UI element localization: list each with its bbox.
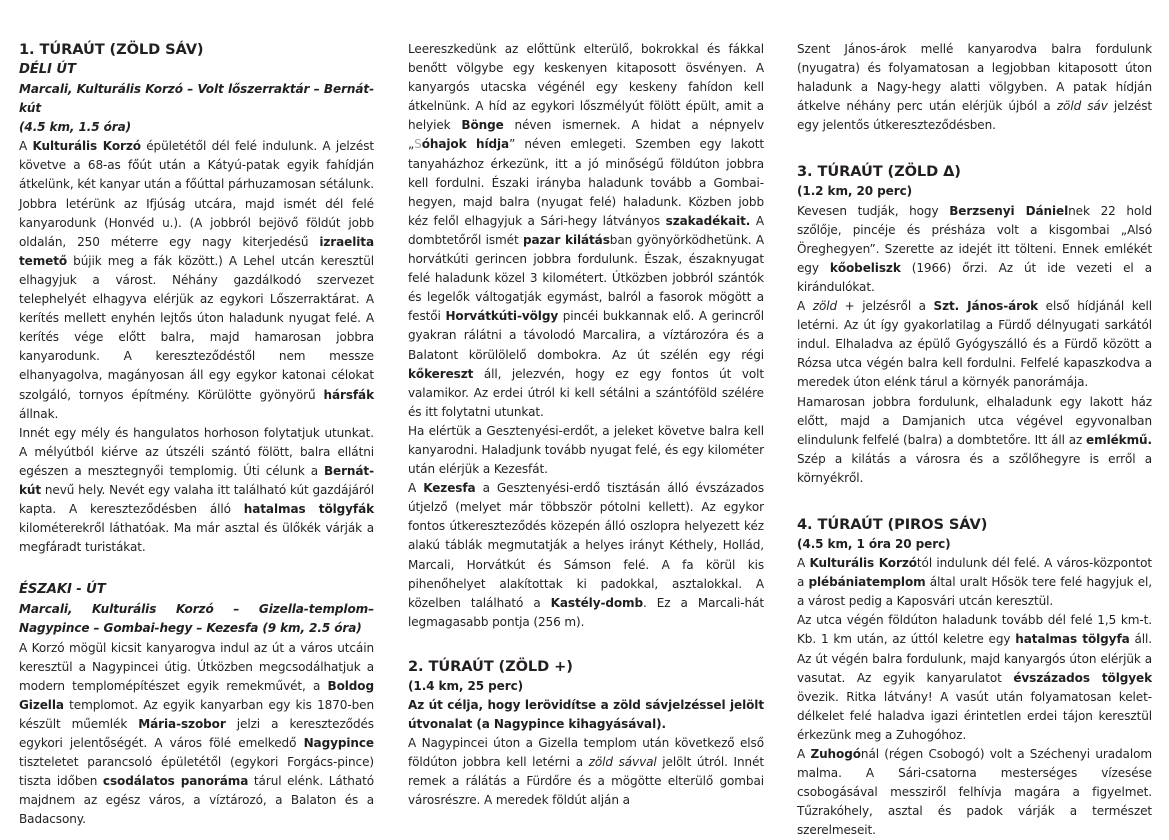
highlight-term: Kulturális Korzó — [809, 556, 917, 571]
highlight-term: hatalmas tölgyfák — [243, 502, 375, 517]
route-3-title: 3. TÚRAÚT (ZÖLD Δ) — [797, 163, 961, 181]
route-2-lead: Az út célja, hogy lerövidítse a zöld sávjelzéssel jelölt útvonalat (a Nagypince kihagyásával). — [408, 698, 764, 732]
highlight-term: Kastély-domb — [550, 595, 644, 610]
route-3-duration: (1.2 km, 20 perc) — [797, 184, 913, 199]
column-3 — [797, 40, 1152, 840]
route-1-title: 1. TÚRAÚT (ZÖLD SÁV) — [19, 41, 204, 58]
highlight-term: szakadékait. — [665, 213, 751, 228]
south-route-duration: (4.5 km, 1.5 óra) — [19, 120, 132, 135]
faded-letter: S — [414, 137, 422, 152]
highlight-term: Zuhogó — [810, 747, 861, 761]
highlight-term: plébániatemplom — [808, 575, 926, 590]
route-2-duration: (1.4 km, 25 perc) — [408, 678, 524, 693]
highlight-term: Mária-szobor — [138, 716, 226, 731]
marker-name: zöld + — [812, 299, 855, 314]
route-3-paragraph-2: A zöld + jelzésről a Szt. János-árok első hídjánál kell letérni. Az út így gyakorlatilag a Fürdő délnyugati sarkától indul. Elhaladva az épülő Gyógyszálló és a Fürdő között a Rózsa utca végén balra kell fordulni. Felfelé kapaszkodva a meredek úton elénk tárul a környék panorámája. — [797, 299, 1153, 390]
highlight-term: izraelita temető — [19, 234, 374, 268]
highlight-term: Kezesfa — [423, 481, 476, 496]
route-4-paragraph-2: Az utca végén földúton haladunk tovább dél felé 1,5 km-t. Kb. 1 km után, az úttól keletre egy hatalmas tölgyfa áll. Az út végén balra fordulunk, majd kanyargós úton elérjük a vasutat. Az egyik kanyarulatot évszázados tölgyek övezik. Ritka látvány! A vasút után folyamatosan kelet-délkelet felé haladva igazi érintetlen erdei tájon keresztül érkezünk meg a Zuhogóhoz. — [797, 613, 1152, 742]
route-2-continued: Szent János-árok mellé kanyarodva balra fordulunk (nyugatra) és folyamatosan a legjobban kitaposott úton haladunk a Nagy-hegy alatti völgyben. A patak hídján átkelve néhány perc után elérjük újból a zöld sáv jelzést egy jelentős útkereszteződésben. — [797, 42, 1153, 133]
highlight-term: hatalmas tölgyfa — [1015, 632, 1130, 647]
north-route-stops: Marcali, Kulturális Korzó – Gizella-templom– Nagypince – Gombai-hegy – Kezesfa (9 km, 2.5 óra) — [19, 602, 374, 636]
north-route-heading: ÉSZAKI - ÚT — [19, 582, 106, 598]
highlight-term: hársfák — [323, 387, 374, 402]
marker-name: zöld sáv — [1056, 99, 1108, 114]
column-2 — [408, 40, 764, 811]
north-route-paragraph: A Korzó mögül kicsit kanyarogva indul az út a város utcáin keresztül a Nagypincei útig. Útközben megcsodálhatjuk a modern templomépítészet egyik remekművét, a Boldog Gizella templomot. Az egyik kanyarban egy kis 1870-ben készült műemlék Mária-szobor jelzi a kereszteződés egykori jelentőségét. A város fölé emelkedő Nagypince tiszteletet parancsoló épületétől (egykori Forgács-pince) tiszta időben csodálatos panoráma tárul elénk. Látható majdnem az egész város, a víztározó, a Balaton és a Badacsony. — [19, 640, 374, 827]
north-route-continued: Leereszkedünk az előttünk elterülő, bokrokkal és fákkal benőtt völgybe egy keskenyen kitaposott ösvényen. A kanyargós utacska végénél egy keskeny fahídon kell átkelnünk. A híd az egykori lőszmélyút fölött épült, amit a helyiek Bönge néven ismernek. A hidat a népnyelv „Sóhajok hídja” néven emlegeti. Szemben egy lakott tanyaházhoz érkezünk, itt a jó minőségű földúton jobbra kell fordulni. Északi irányba haladunk tovább a Gombai-hegyen, majd balra (nyugat felé) haladunk. Közben jobb kéz felől elhagyjuk a Sári-hegy látványos szakadékait. A dombtetőről ismét pazar kilátásban gyönyörködhetünk. A horvátkúti gerincen jobbra fordulunk. Észak, északnyugat felé haladunk közel 3 kilométert. Útközben jobbról szántók és legelők váltogatják egymást, balról a fasorok mögött a festői Horvátkúti-völgy pincéi bukkannak elő. A gerincről gyakran rálátni a távolodó Marcalira, a víztározóra és a Balatont körülölelő dombokra. Az út szélén egy régi kőkereszt áll, jelezvén, hogy ez egy fontos út volt valamikor. Az erdei útról ki kell sétálni a szántóföld szélére és itt folytatni utunkat. — [408, 42, 765, 419]
route-4-duration: (4.5 km, 1 óra 20 perc) — [797, 536, 951, 551]
highlight-term: Bönge — [461, 118, 504, 133]
route-4-paragraph: A Kulturális Korzótól indulunk dél felé. A város-központot a plébániatemplom által uralt Hősök tere felé hagyjuk el, a várost pedig a Kaposvári utcán keresztül. — [797, 556, 1153, 609]
kezesfa-paragraph: A Kezesfa a Gesztenyési-erdő tisztásán álló évszázados útjelző (melyet már többször pótolni kellett). Az egykor fontos útkereszteződés közepén álló oszlopra helyezett kéz alakú táblák megmutatják a helyes irányt Kéthely, Hollád, Marcali, Horvátkút és Sámson felé. A fa körül kis pihenőhelyet alakítottak ki padokkal, asztalokkal. A közelben található a Kastély-domb. Ez a Marcali-hát legmagasabb pontja (256 m). — [408, 481, 764, 629]
south-route-paragraph: A Kulturális Korzó épületétől dél felé indulunk. A jelzést követve a 68-as főút után a Kátyú-patak egyik fahídján átkelünk, két kanyar után a főúttal párhuzamosan sétálunk. Jobbra letérünk az Ifjúság utcára, majd ismét dél felé kanyarodunk (Honvéd u.). (A jobbról bejövő földút jobb oldalán, 250 méterre egy nagy kiterjedésű izraelita temető bújik meg a fák között.) A Lehel utcán keresztül elhagyjuk a várost. Néhány gazdálkodó szervezet telephelyét elhagyva elérjük az egykori Lőszerraktárat. A kerítés mellett enyhén lejtős úton haladunk nyugat felé. A kerítés vége előtt balra, majd hamarosan jobbra kanyarodunk. A kereszteződéstől nem messze elhanyagolva, magányosan áll egy egykor katonai célokat szolgáló, tornyos építmény. Körülötte gyönyörű hársfák állnak. — [19, 139, 374, 421]
highlight-term: pazar kilátás — [522, 232, 610, 247]
highlight-term: kőkereszt — [408, 366, 474, 381]
highlight-term: óhajok hídja — [421, 137, 510, 152]
route-3-paragraph-3: Hamarosan jobbra fordulunk, elhaladunk egy lakott ház előtt, majd a Damjanich utca végével egyvonalban elindulunk felfelé (balra) a dombtetőre. Itt áll az emlékmű. Szép a kilátás a városra és a szőlőhegyre is erről a környékről. — [797, 394, 1152, 485]
highlight-term: Boldog Gizella — [19, 678, 374, 712]
highlight-term: Berzsenyi Dániel — [949, 203, 1069, 218]
highlight-term: Nagypince — [303, 736, 374, 750]
marker-name: zöld sávval — [588, 755, 657, 770]
route-4-title: 4. TÚRAÚT (PIROS SÁV) — [797, 515, 988, 533]
chestnut-forest-paragraph: Ha elértük a Gesztenyési-erdőt, a jeleket követve balra kell kanyarodni. Haladjunk tovább nyugat felé, és egy kilométer után elérjük a Kezesfát. — [408, 423, 764, 477]
highlight-term: Horvátkúti-völgy — [445, 309, 559, 324]
south-route-heading: DÉLI ÚT — [19, 62, 76, 77]
highlight-term: csodálatos panoráma — [102, 774, 249, 789]
south-route-stops: Marcali, Kulturális Korzó – Volt lőszerraktár – Bernát-kút — [19, 82, 374, 116]
route-2-paragraph: A Nagypincei úton a Gizella templom után következő első földúton jobbra kell letérni a zöld sávval jelölt útról. Innét remek a rálátás a Fürdőre és a mögötte elterülő gombai városrészre. A meredek földút alján a — [408, 736, 764, 808]
highlight-term: Bernát-kút — [19, 463, 374, 497]
highlight-term: emlékmű. — [1086, 432, 1152, 447]
route-3-paragraph: Kevesen tudják, hogy Berzsenyi Dánielnek 22 hold szőlője, pincéje és présháza volt a kisgombai „Alsó Öreghegyen”. Szerette az idejét itt tölteni. Ennek emlékét egy kőobeliszk (1966) őrzi. Az út ide vezeti el a kirándulókat. — [797, 203, 1152, 294]
south-route-paragraph-2: Innét egy mély és hangulatos horhoson folytatjuk utunkat. A mélyútból kiérve az útszéli szántó fölött, balra ellátni egészen a mesztegnyői templomig. Úti célunk a Bernát-kút nevű hely. Nevét egy valaha itt található kút gazdájáról kapta. A kereszteződésben álló hatalmas tölgyfák kilométerekről láthatóak. Ma már asztal és ülőkék várják a megfáradt turistákat. — [19, 425, 375, 555]
highlight-term: kőobeliszk — [829, 260, 901, 275]
column-1 — [19, 40, 374, 829]
route-4-paragraph-3: A Zuhogónál (régen Csobogó) volt a Széchenyi uradalom malma. A Sári-csatorna mesterséges vízesése csobogásával messziről felhívja magára a figyelmet. Tűzrakóhely, asztal és padok várják a természet szerelmeseit. — [797, 747, 1152, 838]
highlight-term: Kulturális Korzó — [32, 139, 141, 154]
route-2-title: 2. TÚRAÚT (ZÖLD +) — [408, 657, 573, 675]
highlight-term: évszázados tölgyek — [1013, 670, 1152, 685]
highlight-term: Szt. János-árok — [933, 299, 1039, 314]
